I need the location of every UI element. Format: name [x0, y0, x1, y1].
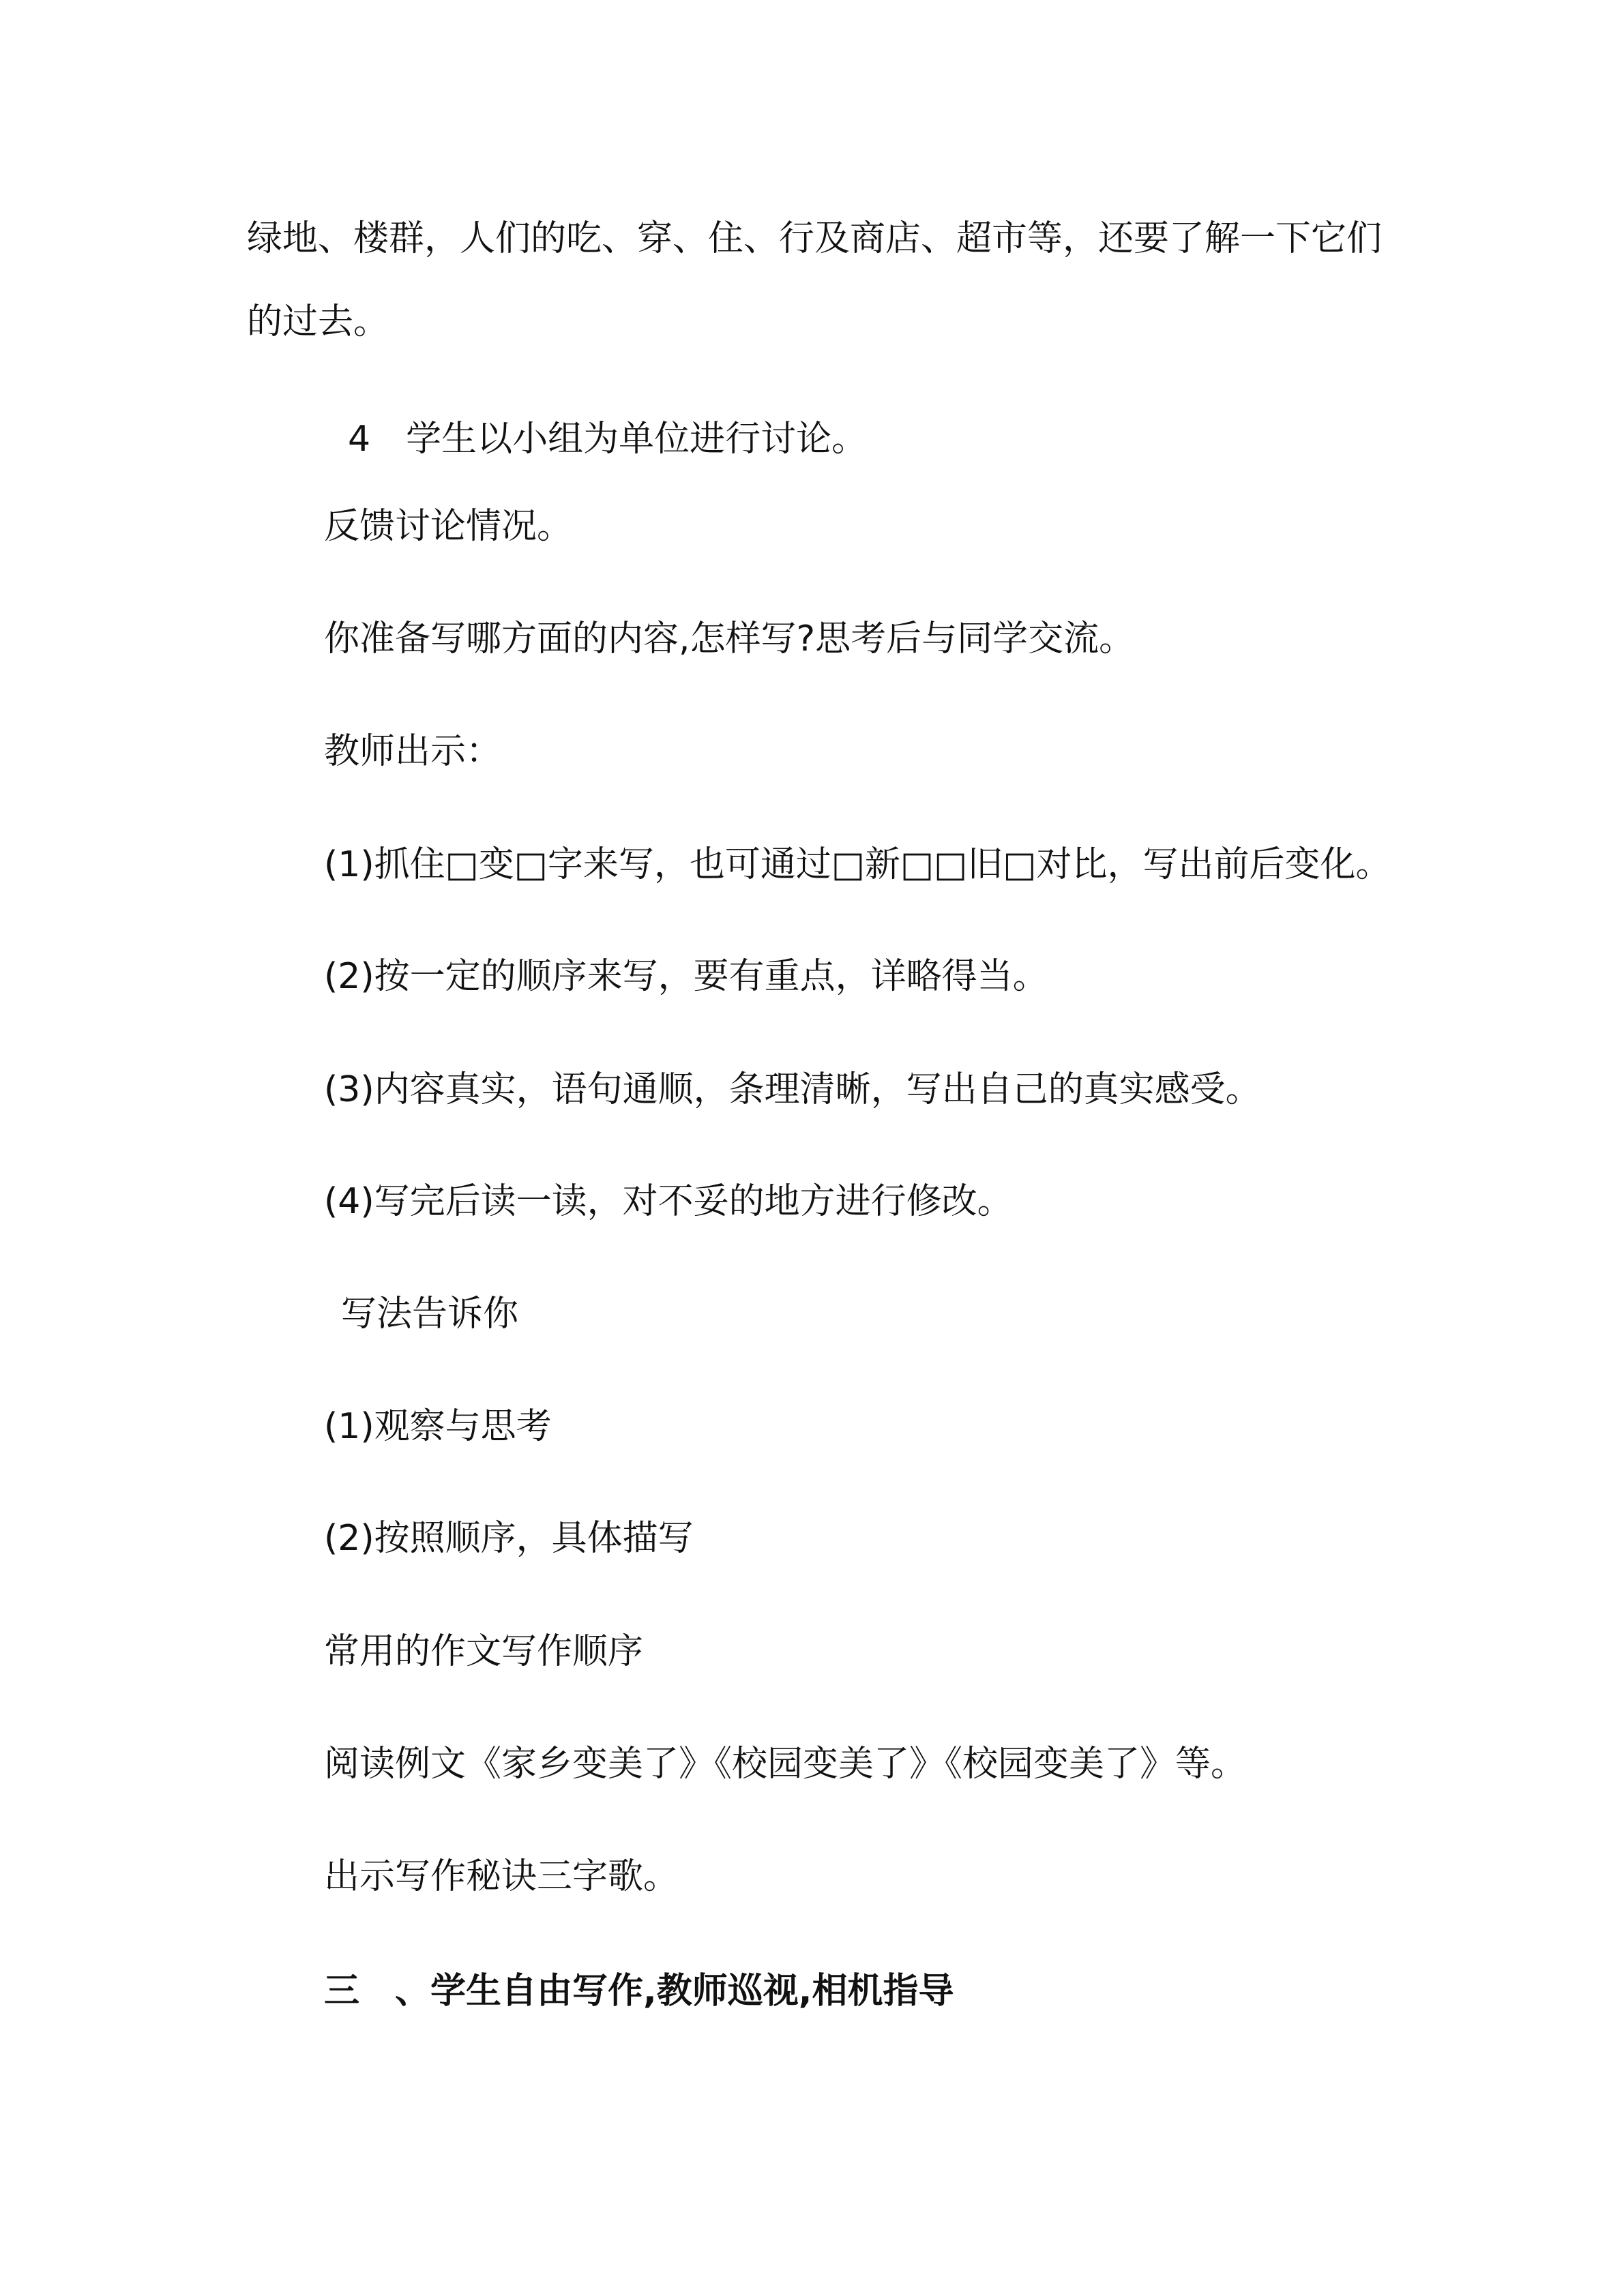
paragraph-line-1: 绿地、楼群，人们的吃、穿、住、行及商店、超市等，还要了解一下它们: [247, 218, 1383, 259]
tip-item-4: (4)写完后读一读，对不妥的地方进行修改。: [324, 1181, 1013, 1222]
paragraph-line-2: 的过去。: [247, 301, 389, 342]
tip-item-2: (2)按一定的顺序来写，要有重点，详略得当。: [324, 956, 1048, 997]
feedback-line: 反馈讨论情况。: [324, 506, 573, 547]
question-line: 你准备写哪方面的内容,怎样写?思考后与同学交流。: [324, 618, 1135, 659]
section-three-heading: 三 、学生自由写作,教师巡视,相机指导: [324, 1971, 954, 2012]
method-item-1: (1)观察与思考: [324, 1406, 552, 1447]
step-4-heading: 4 学生以小组为单位进行讨论。: [348, 419, 868, 460]
writing-order-line: 常用的作文写作顺序: [324, 1631, 644, 1672]
teacher-shows-label: 教师出示：: [324, 731, 502, 772]
tip-item-3: (3)内容真实，语句通顺，条理清晰，写出自己的真实感受。: [324, 1069, 1261, 1110]
writing-tips-song-line: 出示写作秘诀三字歌。: [324, 1856, 679, 1897]
writing-method-heading: 写法告诉你: [341, 1294, 519, 1335]
method-item-2: (2)按照顺序，具体描写: [324, 1518, 694, 1559]
read-examples-line: 阅读例文《家乡变美了》《校园变美了》《校园变美了》等。: [324, 1744, 1247, 1785]
tip-item-1: (1)抓住□变□字来写，也可通过□新□□旧□对比，写出前后变化。: [324, 844, 1391, 885]
